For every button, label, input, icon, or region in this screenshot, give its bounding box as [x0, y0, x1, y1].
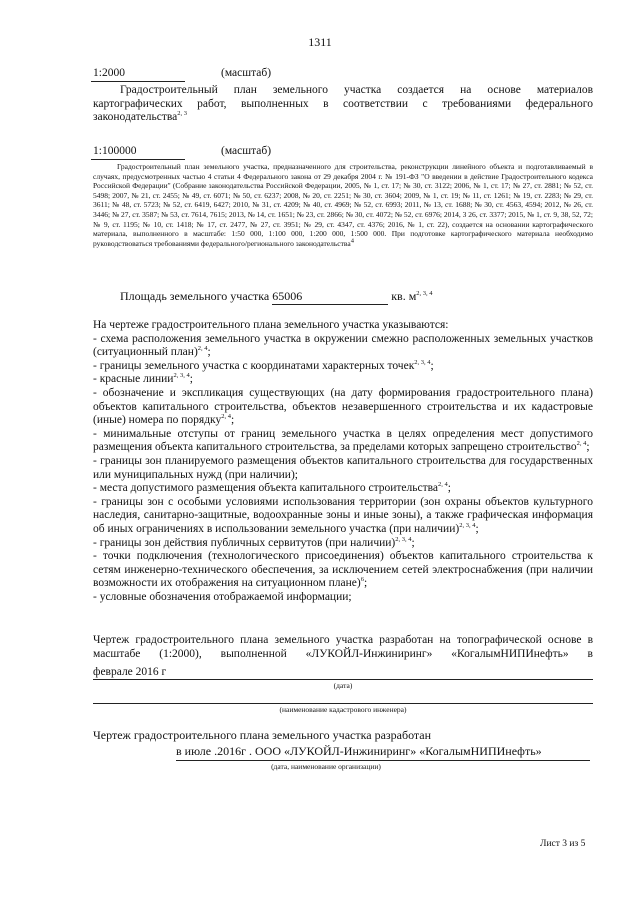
list-item-text: - минимальные отступы от границ земельного участка в целях определения мест допустимого размещения объекта капитального строительства, за пределами которых запрещено строительство [93, 427, 593, 454]
list-item-text: - границы земельного участка с координатами характерных точек [93, 359, 415, 372]
list-item-end: ; [411, 536, 415, 549]
list-item-end: ; [475, 522, 479, 535]
list-item-end: ; [189, 373, 193, 386]
date-line [93, 679, 593, 680]
list-item [93, 537, 593, 551]
list-item-end: ; [430, 359, 434, 372]
developed-date: в июле .2016г [176, 744, 246, 758]
list-item-footnote: 6 [360, 576, 364, 584]
list-item [93, 496, 593, 537]
list-item [93, 373, 593, 387]
area-unit: кв. м [391, 289, 417, 303]
date-caption: (дата) [333, 681, 353, 690]
list-item-end: ; [230, 414, 235, 427]
list-item-text: - границы зон планируемого размещения объектов капитального строительства для государственных или муниципальных нужд (при наличии); [93, 454, 593, 481]
page-number: 1311 [308, 35, 332, 49]
drawing-paragraph [93, 634, 593, 661]
list-item-text: - точки подключения (технологического присоединения) объектов капитального строительства к сетям инженерно-технического обеспечения, за исключением сетей электроснабжения (при наличии возможности их отображения на ситуационном плане) [93, 550, 593, 590]
list-items [93, 333, 593, 605]
area-line [120, 290, 433, 305]
list-item-footnote: 2, 3, 4 [173, 372, 190, 380]
scale-label-2: (масштаб) [221, 145, 272, 157]
list-item [93, 455, 593, 482]
list-item-text: - условные обозначения отображаемой информации; [93, 590, 352, 603]
list-item-footnote: 2, 3, 4 [395, 535, 412, 543]
list-item [93, 428, 593, 455]
list-intro: На чертеже градостроительного плана земельного участка указываются: [93, 319, 449, 331]
scale-value-2: 1:100000 [93, 145, 137, 157]
scale-value-1: 1:2000 [93, 67, 125, 79]
list-item-footnote: 2, 3, 4 [414, 358, 431, 366]
paragraph-basis [93, 84, 593, 125]
list-item-end: ; [363, 577, 368, 590]
developed-org: . ООО «ЛУКОЙЛ-Инжиниринг» «КогалымНИПИнефть» [249, 744, 542, 758]
sheet-number: Лист 3 из 5 [540, 839, 586, 849]
small-print-paragraph [93, 162, 593, 248]
list-item [93, 360, 593, 374]
list-item-footnote: 2, 4 [197, 345, 208, 353]
list-item [93, 591, 593, 605]
list-item-end: ; [447, 482, 451, 495]
list-item [93, 550, 593, 591]
engineer-caption: (наименование кадастрового инженера) [279, 705, 407, 714]
drawing-paragraph-text: Чертеж градостроительного плана земельного участка разработан на топографической основе в масштабе (1:2000), выполненной «ЛУКОЙЛ-Инжиниринг» «КогалымНИПИнефть» в [93, 634, 593, 660]
developed-date-org [176, 745, 542, 759]
developed-line: Чертеж градостроительного плана земельного участка разработан [93, 728, 432, 742]
list-item-text: - красные линии [93, 373, 174, 386]
list-item-end: ; [207, 346, 211, 359]
list-item-text: - схема расположения земельного участка в окружении смежно расположенных земельных участков (ситуационный план) [93, 332, 593, 359]
area-value: 65006 [272, 290, 388, 305]
list-item [93, 333, 593, 360]
list-item-text: - места допустимого размещения объекта капитального строительства [93, 482, 439, 495]
org-caption: (дата, наименование организации) [271, 762, 381, 771]
engineer-line [93, 703, 593, 704]
list-item [93, 387, 593, 428]
list-item-text: - границы зон с особыми условиями использования территории (зон охраны объектов культурного наследия, санитарно-защитные, водоохранные зоны и иные зоны), а также графическая информация об иных ограничениях в использовании земельного участка (при наличии) [93, 495, 593, 535]
scale-underline-2 [91, 159, 185, 160]
scale-underline-1 [91, 81, 185, 82]
list-item-end: ; [586, 441, 590, 454]
paragraph-basis-footnote: 2, 3 [177, 110, 188, 118]
list-item-footnote: 2, 3, 4 [459, 522, 476, 530]
list-item-text: - обозначение и экспликация существующих (на дату формирования градостроительного плана) объектов капитального строительства, объектов незавершенного строительства и их кадастровые (иные) номера по порядку [93, 386, 593, 427]
scale-label-1: (масштаб) [221, 67, 272, 79]
drawing-contents [93, 319, 593, 604]
paragraph-basis-text: Градостроительный план земельного участка создается на основе материалов картографических работ, выполненных в соответствии с требованиями федерального законодательства [93, 84, 593, 124]
list-item-text: - границы зон действия публичных сервитутов (при наличии) [93, 536, 396, 549]
drawing-date: феврале 2016 г [93, 666, 167, 678]
list-item-footnote: 2, 4 [221, 413, 231, 421]
list-item-footnote: 2, 4 [576, 440, 587, 448]
org-line [176, 760, 590, 761]
small-print-footnote: 4 [350, 237, 354, 245]
small-print-text: Градостроительный план земельного участка, предназначенного для строительства, реконструкции линейного объекта и подготавливаемый в случаях, предусмотренных частью 4 статьи 4 Федерального закона от 29 декабря 2004 г. № 191-ФЗ "О введении в действие Градостроительного кодекса Российской Федерации" (Собрание законодательства Российской Федерации, 2005, № 1, ст. 17; № 30, ст. 3122; 2006, № 1, ст. 17; № 27, ст. 2881; № 52, ст. 5498; 2007, № 21, ст. 2455; № 49, ст. 6071; № 50, ст. 6237; 2008, № 20, ст. 2251; № 30, ст. 3604; 2009, № 1, ст. 19; № 11, ст. 1261; № 19, ст. 2283; № 29, ст. 3611; № 48, ст. 5723; № 52, ст. 6419, 6427; 2010, № 31, ст. 4209; № 40, ст. 4969; № 52, ст. 6993; 2011, № 13, ст. 1688; № 30, ст. 4563, 4594; 2012, № 26, ст. 3446; № 27, ст. 3587; № 53, ст. 7614, 7615; 2013, № 14, ст. 1651; № 23, ст. 2866; № 30, ст. 4072; № 52, ст. 6976; 2014, 3 26, ст. 3377; 2015, № 1, ст. 9, 38, 52, 72; № 9, ст. 1195; № 10, ст. 1418; № 17, ст. 2477, № 27, ст. 3951; № 29, ст. 4347, ст. 4376; 2016, № 1, ст. 22), создается на основании картографического материала, выполненного в масштабе: 1:50 000, 1:100 000, 1:200 000, 1:500 000. При подготовке картографического материала необходимо руководствоваться требованиями федерального/регионального законодательства [93, 162, 593, 248]
list-item-footnote: 2, 4 [438, 481, 448, 489]
area-footnote: 2, 3, 4 [416, 290, 433, 297]
area-label: Площадь земельного участка [120, 289, 270, 303]
list-item [93, 482, 593, 496]
